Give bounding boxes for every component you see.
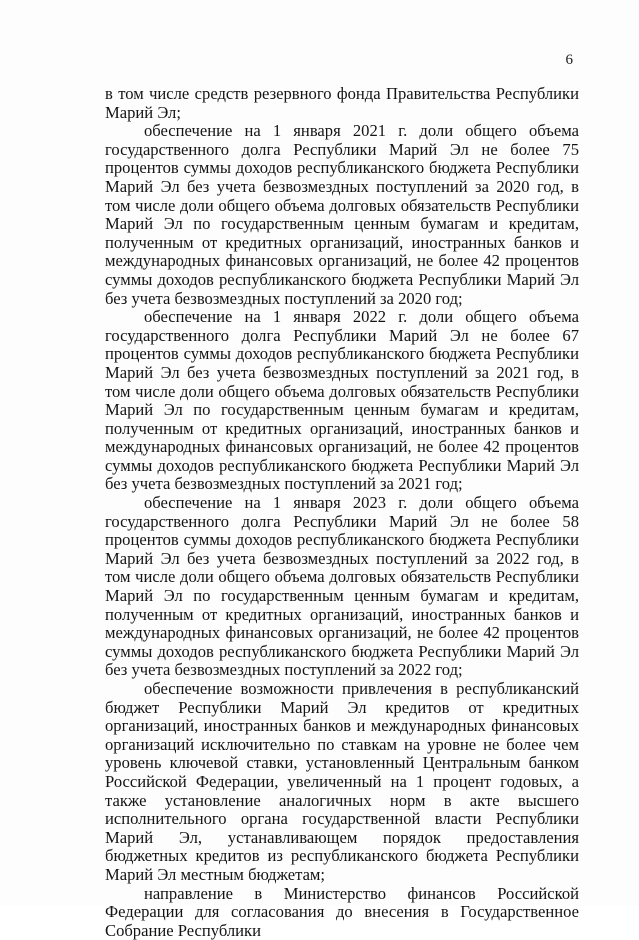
paragraph-debt-2022: обеспечение на 1 января 2022 г. доли общего объема государственного долга Республики Марий Эл не более 67 процентов суммы доходов республиканского бюджета Республики Марий Эл без учета безвозмездных поступлений за 2021 год, в том числе доли общего объема долговых обязательств Республики Марий Эл по государственным ценным бумагам и кредитам, полученным от кредитных организаций, иностранных банков и международных финансовых организаций, не более 42 процентов суммы доходов республиканского бюджета Республики Марий Эл без учета безвозмездных поступлений за 2021 год; (105, 307, 579, 494)
paragraph-debt-2023: обеспечение на 1 января 2023 г. доли общего объема государственного долга Республики Марий Эл не более 58 процентов суммы доходов республиканского бюджета Республики Марий Эл без учета безвозмездных поступлений за 2022 год, в том числе доли общего объема долговых обязательств Республики Марий Эл по государственным ценным бумагам и кредитам, полученным от кредитных организаций, иностранных банков и международных финансовых организаций, не более 42 процентов суммы доходов республиканского бюджета Республики Марий Эл без учета безвозмездных поступлений за 2022 год; (105, 493, 579, 680)
document-body (105, 85, 579, 940)
paragraph-debt-2021: обеспечение на 1 января 2021 г. доли общего объема государственного долга Республики Марий Эл не более 75 процентов суммы доходов республиканского бюджета Республики Марий Эл без учета безвозмездных поступлений за 2020 год, в том числе доли общего объема долговых обязательств Республики Марий Эл по государственным ценным бумагам и кредитам, полученным от кредитных организаций, иностранных банков и международных финансовых организаций, не более 42 процентов суммы доходов республиканского бюджета Республики Марий Эл без учета безвозмездных поступлений за 2020 год; (105, 121, 579, 308)
paragraph-reserve-fund: в том числе средств резервного фонда Правительства Республики Марий Эл; (105, 84, 579, 122)
paragraph-ministry-submission: направление в Министерство финансов Российской Федерации для согласования до внесения в Государственное Собрание Республики (105, 883, 579, 940)
page-number: 6 (565, 52, 573, 68)
paragraph-credit-rates: обеспечение возможности привлечения в республиканский бюджет Республики Марий Эл кредитов от кредитных организаций, иностранных банков и международных финансовых организаций исключительно по ставкам на уровне не более чем уровень ключевой ставки, установленный Центральным банком Российской Федерации, увеличенный на 1 процент годовых, а также установление аналогичных норм в акте высшего исполнительного органа государственной власти Республики Марий Эл, устанавливающем порядок предоставления бюджетных кредитов из республиканского бюджета Республики Марий Эл местным бюджетам; (105, 679, 579, 884)
